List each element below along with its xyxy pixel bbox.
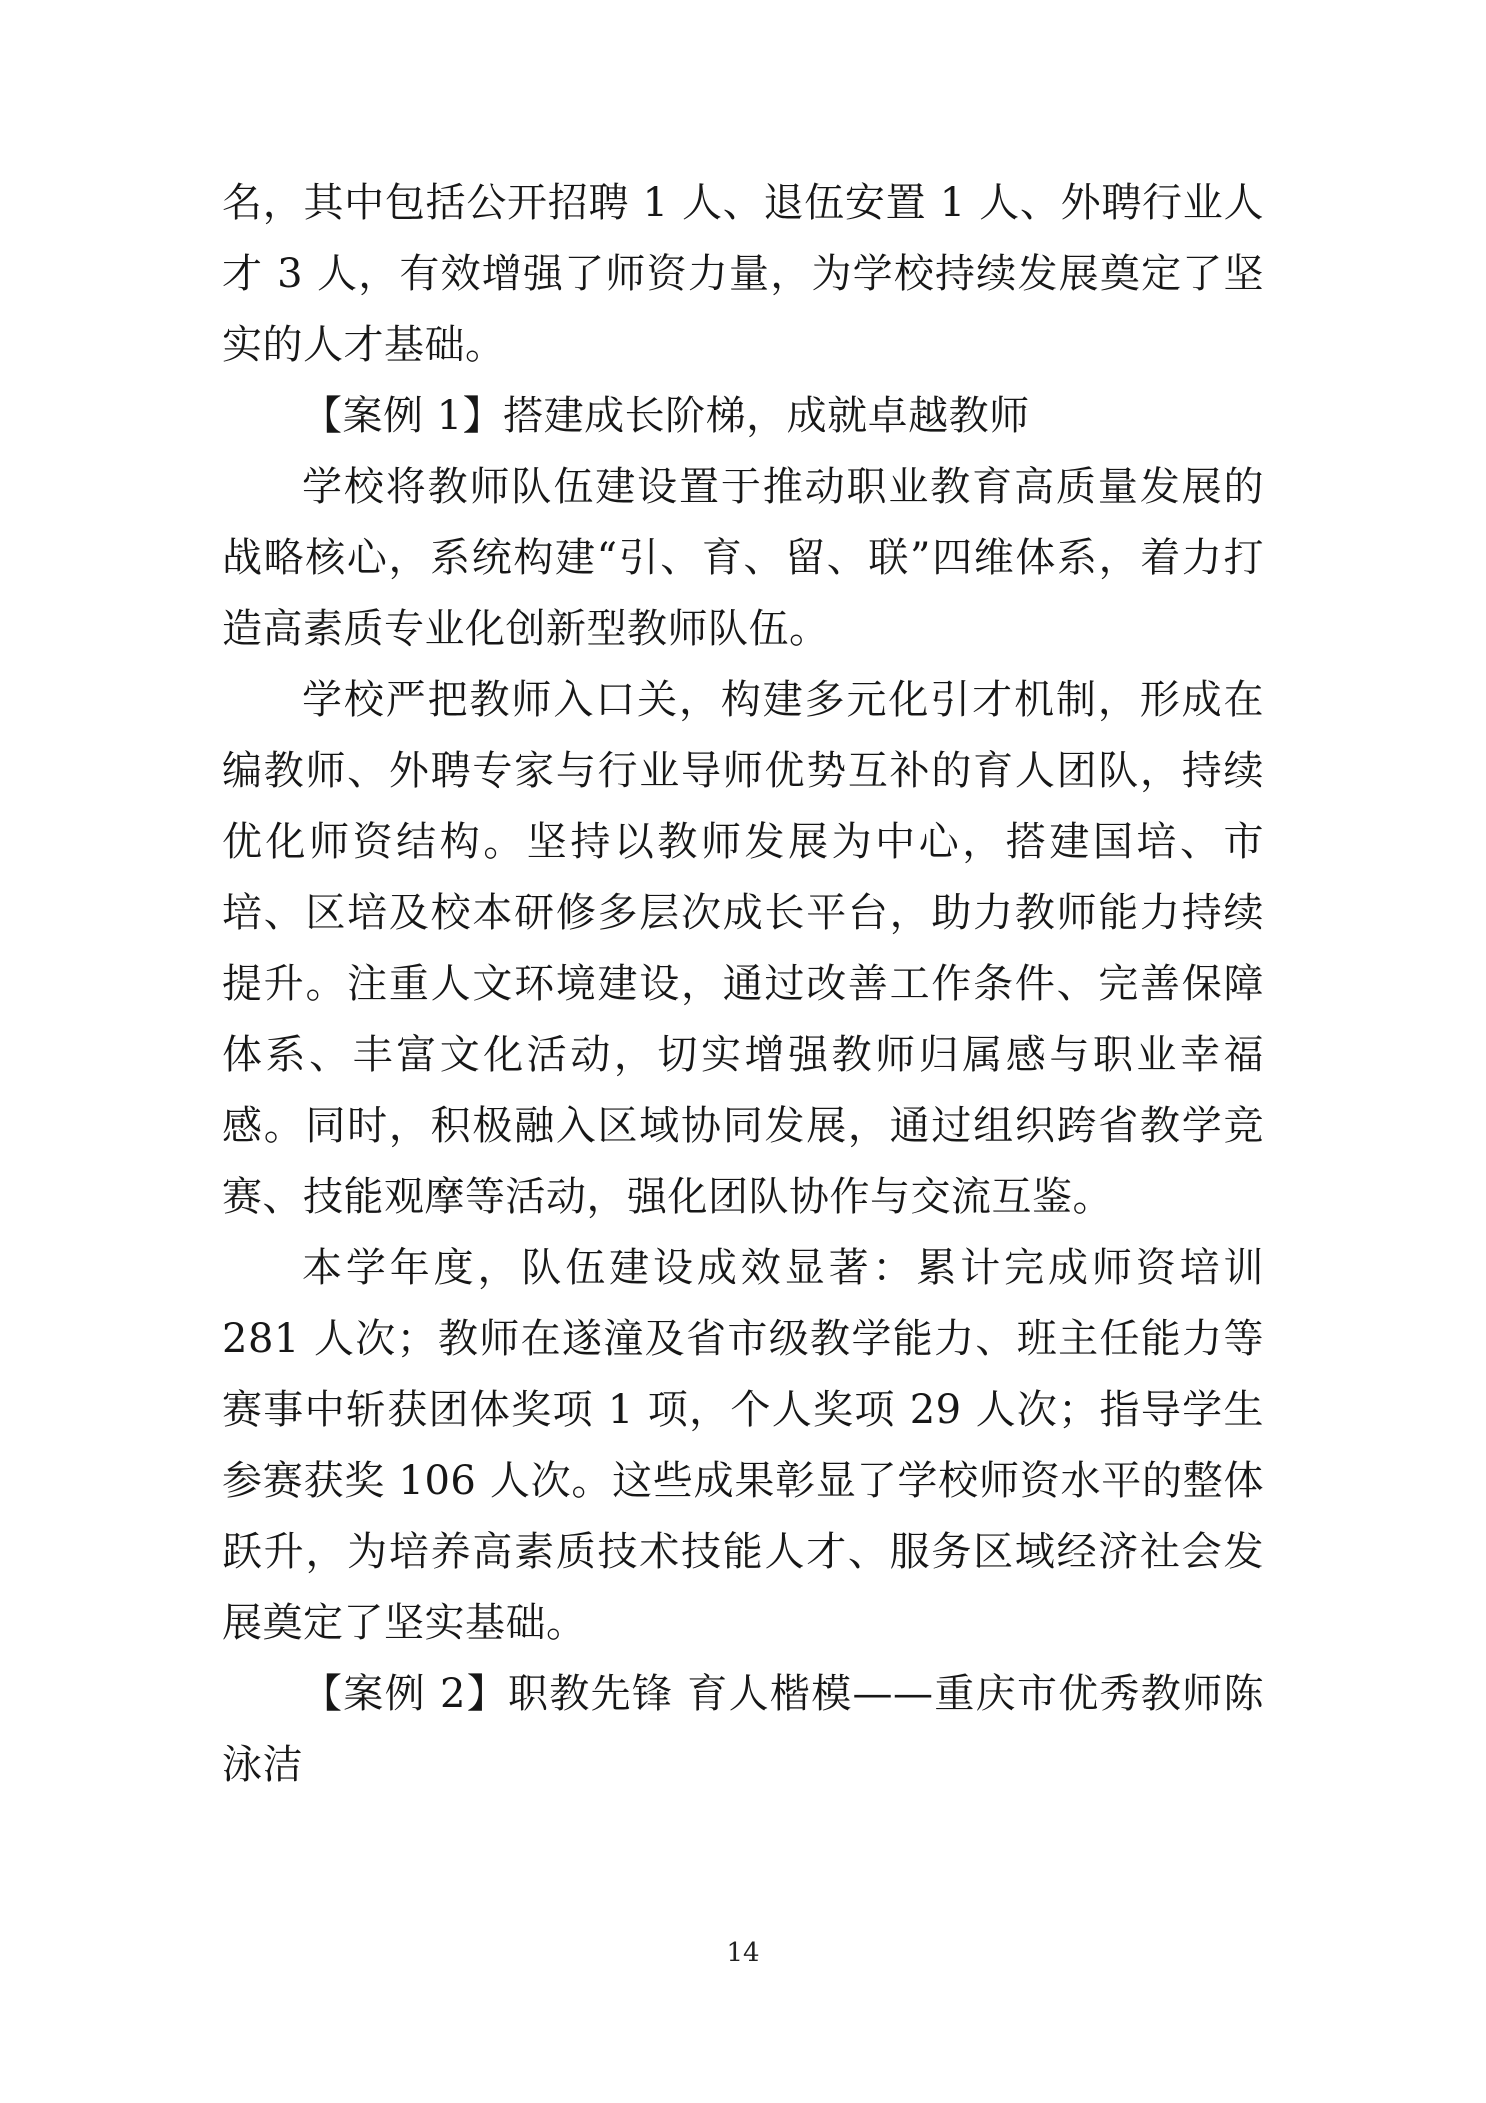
case-1-paragraph-2: 学校严把教师入口关，构建多元化引才机制，形成在编教师、外聘专家与行业导师优势互补的育人团队，持续优化师资结构。坚持以教师发展为中心，搭建国培、市培、区培及校本研修多层次成长平台，助力教师能力持续提升。注重人文环境建设，通过改善工作条件、完善保障体系、丰富文化活动，切实增强教师归属感与职业幸福感。同时，积极融入区域协同发展，通过组织跨省教学竞赛、技能观摩等活动，强化团队协作与交流互鉴。 (222, 677, 1264, 1220)
case-1-heading: 【案例 1】搭建成长阶梯，成就卓越教师 (302, 393, 1030, 439)
case-1-paragraph-3: 本学年度，队伍建设成效显著：累计完成师资培训 281 人次；教师在遂潼及省市级教学能力、班主任能力等赛事中斩获团体奖项 1 项，个人奖项 29 人次；指导学生参赛获奖 106 人次。这些成果彰显了学校师资水平的整体跃升，为培养高素质技术技能人才、服务区域经济社会发展奠定了坚实基础。 (222, 1245, 1264, 1646)
document-body (222, 168, 1264, 1801)
case-1-paragraph-1: 学校将教师队伍建设置于推动职业教育高质量发展的战略核心，系统构建“引、育、留、联”四维体系，着力打造高素质专业化创新型教师队伍。 (222, 464, 1264, 652)
page-number: 14 (726, 1938, 760, 1968)
case-2-heading: 【案例 2】职教先锋 育人楷模——重庆市优秀教师陈泳洁 (222, 1671, 1264, 1788)
paragraph-continued: 名，其中包括公开招聘 1 人、退伍安置 1 人、外聘行业人才 3 人，有效增强了师资力量，为学校持续发展奠定了坚实的人才基础。 (222, 180, 1264, 368)
